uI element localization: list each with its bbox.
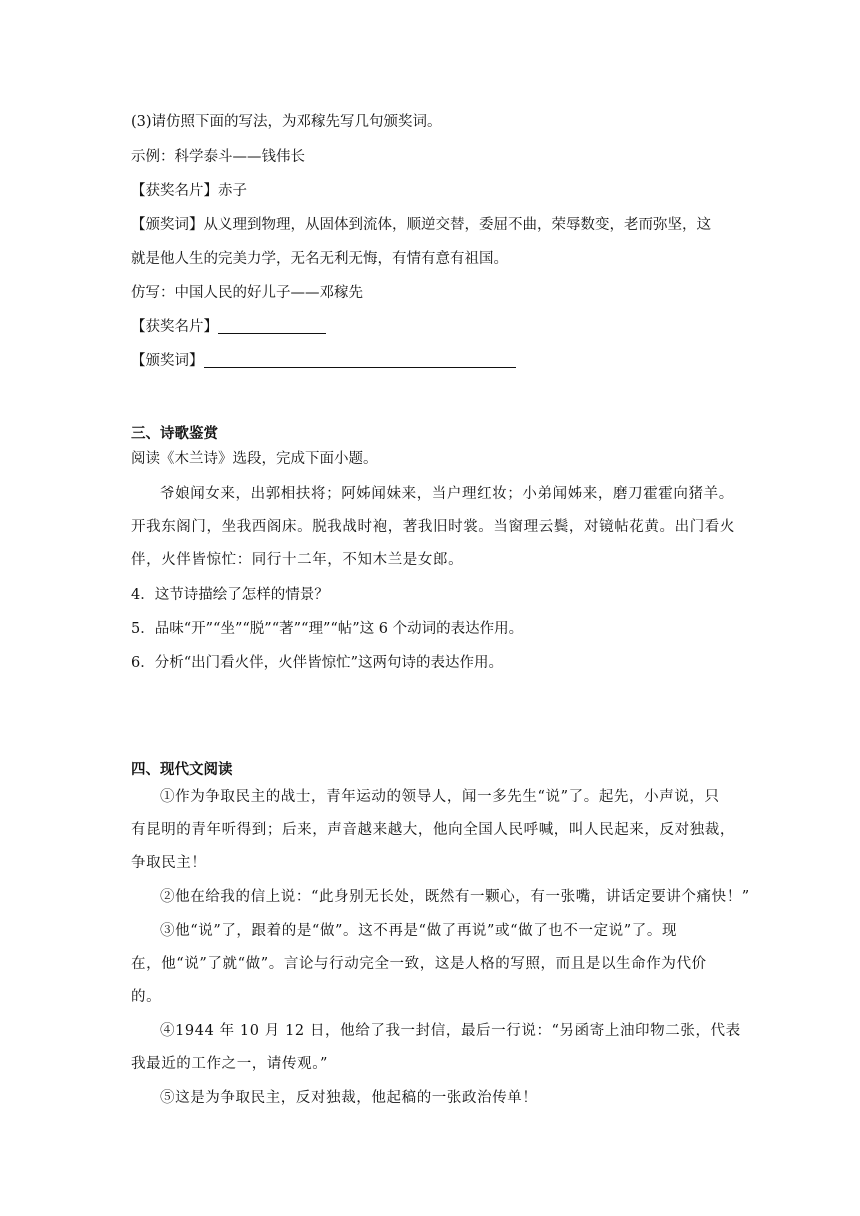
q3-card-answer-row	[131, 316, 326, 338]
poem-line: 伴，火伴皆惊忙：同行十二年，不知木兰是女郎。	[131, 552, 464, 568]
section4-title: 四、现代文阅读	[131, 762, 233, 778]
q3-imitate: 仿写：中国人民的好儿子——邓稼先	[131, 285, 363, 301]
q3-award-label: 【颁奖词】	[131, 353, 204, 369]
section3-title: 三、诗歌鉴赏	[131, 426, 218, 442]
passage-line: ④1944 年 10 月 12 日，他给了我一封信，最后一行说：“另函寄上油印物二张，代表	[160, 1023, 741, 1039]
poem-line: 爷娘闻女来，出郭相扶将；阿姊闻妹来，当户理红妆；小弟闻姊来，磨刀霍霍向猪羊。	[160, 486, 734, 502]
question-5: 5．品味“开”“坐”“脱”“著”“理”“帖”这 6 个动词的表达作用。	[131, 621, 524, 637]
passage-line: 的。	[131, 989, 162, 1005]
passage-line: 有昆明的青年听得到；后来，声音越来越大，他向全国人民呼喊，叫人民起来，反对独裁，	[131, 822, 735, 838]
passage-line: ②他在给我的信上说：“此身别无长处，既然有一颗心，有一张嘴，讲话定要讲个痛快！”	[160, 889, 750, 905]
question-4: 4．这节诗描绘了怎样的情景？	[131, 587, 329, 603]
q3-example: 示例：科学泰斗——钱伟长	[131, 149, 305, 165]
q3-award-line-1: 【颁奖词】从义理到物理，从固体到流体，顺逆交替，委屈不曲，荣辱数变，老而弥坚，这	[131, 217, 711, 233]
q3-award-answer-row	[131, 350, 516, 372]
passage-line: 我最近的工作之一，请传观。”	[131, 1056, 329, 1072]
passage-line: 争取民主！	[131, 855, 207, 871]
passage-line: 在，他“说”了就“做”。言论与行动完全一致，这是人格的写照，而且是以生命作为代价	[131, 956, 707, 972]
passage-line: ③他“说”了，跟着的是“做”。这不再是“做了再说”或“做了也不一定说”了。现	[160, 923, 678, 939]
question-6: 6．分析“出门看火伴，火伴皆惊忙”这两句诗的表达作用。	[131, 655, 504, 671]
passage-line: ⑤这是为争取民主，反对独裁，他起稿的一张政治传单！	[160, 1090, 538, 1106]
q3-card-label: 【获奖名片】	[131, 319, 218, 335]
q3-card-line: 【获奖名片】赤子	[131, 183, 247, 199]
section3-intro: 阅读《木兰诗》选段，完成下面小题。	[131, 451, 378, 467]
q3-prompt: (3)请仿照下面的写法，为邓稼先写几句颁奖词。	[131, 114, 442, 130]
poem-line: 开我东阁门，坐我西阁床。脱我战时袍，著我旧时裳。当窗理云鬓，对镜帖花黄。出门看火	[131, 519, 735, 535]
card-answer-blank[interactable]	[218, 317, 326, 334]
award-answer-blank[interactable]	[204, 351, 516, 368]
passage-line: ①作为争取民主的战士，青年运动的领导人，闻一多先生“说”了。起先，小声说，只	[160, 789, 720, 805]
q3-award-line-2: 就是他人生的完美力学，无名无利无悔，有情有意有祖国。	[131, 251, 508, 267]
